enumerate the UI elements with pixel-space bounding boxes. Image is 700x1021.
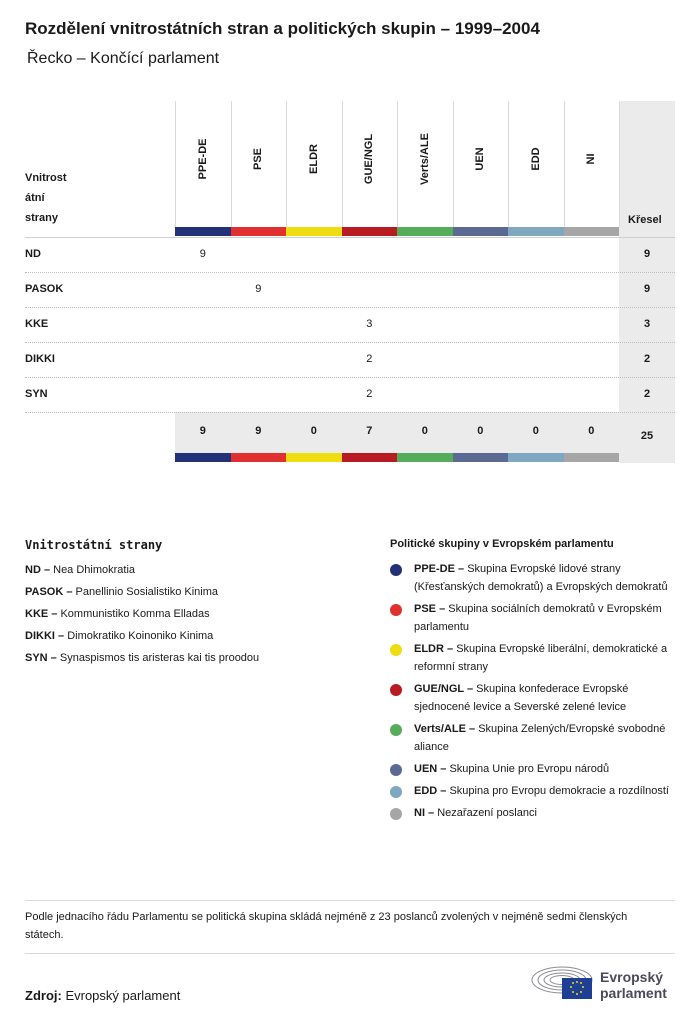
parties-legend xyxy=(25,562,355,672)
group-color-bar xyxy=(286,227,342,236)
parties-legend-title: Vnitrostátní strany xyxy=(25,538,163,552)
group-abbr: GUE/NGL – xyxy=(414,683,477,695)
groups-legend-title: Politické skupiny v Evropském parlamentu xyxy=(390,538,614,550)
groups-legend xyxy=(390,560,670,826)
group-abbr: Verts/ALE xyxy=(418,133,431,185)
group-color-dot-icon xyxy=(390,564,402,576)
row-header-line: átní xyxy=(25,192,45,204)
group-legend-item xyxy=(390,760,670,778)
party-label: DIKKI xyxy=(25,353,55,365)
party-abbr: KKE – xyxy=(25,608,61,620)
row-divider xyxy=(25,377,675,378)
group-color-dot-icon xyxy=(390,786,402,798)
group-abbr: PPE-DE xyxy=(196,138,209,180)
party-name: Nea Dhimokratia xyxy=(53,564,136,576)
party-legend-item xyxy=(25,650,355,672)
party-legend-item xyxy=(25,606,355,628)
group-total: 7 xyxy=(366,425,373,437)
group-legend-item xyxy=(390,640,670,676)
party-legend-item xyxy=(25,562,355,584)
group-name: Skupina Unie pro Evropu národů xyxy=(449,763,610,775)
party-abbr: DIKKI – xyxy=(25,630,68,642)
row-header-line: strany xyxy=(25,212,59,224)
group-abbr: EDD – xyxy=(414,785,450,797)
seat-value: 9 xyxy=(199,248,206,260)
group-total: 0 xyxy=(588,425,595,437)
row-header xyxy=(25,168,67,228)
group-legend-item xyxy=(390,804,670,822)
group-abbr: EDD xyxy=(529,147,542,171)
group-color-dot-icon xyxy=(390,604,402,616)
seat-value: 9 xyxy=(255,283,262,295)
row-divider xyxy=(25,272,675,273)
row-divider xyxy=(25,342,675,343)
party-abbr: SYN – xyxy=(25,652,60,664)
group-name: Nezařazení poslanci xyxy=(437,807,537,819)
group-total: 9 xyxy=(255,425,262,437)
seat-value: 2 xyxy=(366,353,373,365)
group-abbr: PSE xyxy=(252,147,265,171)
group-column-header xyxy=(508,101,564,227)
group-color-bar xyxy=(508,453,564,462)
grand-total: 25 xyxy=(640,430,654,442)
group-color-bar xyxy=(453,453,509,462)
row-header-line: Vnitrost xyxy=(25,172,67,184)
group-total: 0 xyxy=(310,425,317,437)
party-name: Kommunistiko Komma Elladas xyxy=(60,608,210,620)
group-column-header xyxy=(231,101,287,227)
seats-header: Křesel xyxy=(628,214,662,226)
group-color-bar xyxy=(175,227,231,236)
group-color-bar xyxy=(564,453,620,462)
divider xyxy=(25,953,675,954)
source-label: Zdroj: xyxy=(25,988,62,1003)
row-divider xyxy=(25,307,675,308)
party-legend-item xyxy=(25,584,355,606)
seat-total: 3 xyxy=(643,318,651,330)
group-abbr: NI xyxy=(585,153,598,165)
party-name: Panellinio Sosialistiko Kinima xyxy=(75,586,218,598)
parliament-logo-text xyxy=(600,969,667,1001)
group-legend-item xyxy=(390,720,670,756)
group-name: Skupina sociálních demokratů v Evropském parlamentu xyxy=(414,603,662,633)
source xyxy=(25,988,180,1003)
group-column-header xyxy=(175,101,231,227)
group-abbr: GUE/NGL xyxy=(363,133,376,185)
seats-column-background xyxy=(619,101,675,463)
logo-line: parlament xyxy=(600,985,667,1001)
party-abbr: PASOK – xyxy=(25,586,76,598)
group-color-dot-icon xyxy=(390,724,402,736)
header-divider xyxy=(25,237,675,238)
party-name: Dimokratiko Koinoniko Kinima xyxy=(67,630,214,642)
seat-total: 9 xyxy=(643,283,651,295)
seat-total: 2 xyxy=(643,388,651,400)
row-divider xyxy=(25,412,675,413)
party-label: KKE xyxy=(25,318,49,330)
group-column-header xyxy=(564,101,620,227)
party-label: ND xyxy=(25,248,41,260)
group-color-bar xyxy=(231,227,287,236)
group-color-bar xyxy=(175,453,231,462)
group-column-header xyxy=(342,101,398,227)
group-name: Skupina Evropské lidové strany (Křesťanských demokratů) a Evropských demokratů xyxy=(414,563,668,593)
party-name: Synaspismos tis aristeras kai tis proodou xyxy=(59,652,260,664)
group-abbr: ELDR – xyxy=(414,643,457,655)
group-legend-item xyxy=(390,560,670,596)
group-color-dot-icon xyxy=(390,808,402,820)
group-color-bar xyxy=(286,453,342,462)
divider xyxy=(25,900,675,901)
group-legend-item xyxy=(390,600,670,636)
group-legend-item xyxy=(390,782,670,800)
group-name: Skupina konfederace Evropské sjednocené levice a Severské zelené levice xyxy=(414,683,629,713)
group-abbr: PPE-DE – xyxy=(414,563,468,575)
group-color-bar xyxy=(397,227,453,236)
group-name: Skupina Evropské liberální, demokratické a reformní strany xyxy=(414,643,668,673)
group-color-bar xyxy=(397,453,453,462)
distribution-table xyxy=(25,101,675,463)
group-total: 0 xyxy=(421,425,428,437)
group-color-dot-icon xyxy=(390,764,402,776)
seat-total: 9 xyxy=(643,248,651,260)
column-divider xyxy=(619,101,620,227)
party-legend-item xyxy=(25,628,355,650)
party-abbr: ND – xyxy=(25,564,54,576)
group-color-bar xyxy=(453,227,509,236)
chart-title: Rozdělení vnitrostátních stran a politických skupin – 1999–2004 xyxy=(25,19,540,38)
logo-line: Evropský xyxy=(600,969,664,985)
footnote: Podle jednacího řádu Parlamentu se politická skupina skládá nejméně z 23 poslanců zvolených v nejméně sedmi členských státech. xyxy=(25,911,628,941)
group-color-bar xyxy=(564,227,620,236)
group-column-header xyxy=(286,101,342,227)
seat-value: 3 xyxy=(366,318,373,330)
group-legend-item xyxy=(390,680,670,716)
group-abbr: UEN xyxy=(474,147,487,171)
group-color-dot-icon xyxy=(390,644,402,656)
group-name: Skupina pro Evropu demokracie a rozdílností xyxy=(449,785,669,797)
chart-subtitle: Řecko – Končící parlament xyxy=(27,50,220,67)
group-total: 0 xyxy=(532,425,539,437)
seat-total: 2 xyxy=(643,353,651,365)
group-color-bar xyxy=(342,227,398,236)
group-total: 9 xyxy=(199,425,206,437)
group-abbr: PSE – xyxy=(414,603,449,615)
group-column-header xyxy=(453,101,509,227)
group-color-bar xyxy=(231,453,287,462)
group-abbr: Verts/ALE – xyxy=(414,723,479,735)
party-label: PASOK xyxy=(25,283,64,295)
group-column-header xyxy=(397,101,453,227)
party-label: SYN xyxy=(25,388,48,400)
group-abbr: UEN – xyxy=(414,763,450,775)
group-color-dot-icon xyxy=(390,684,402,696)
group-abbr: NI – xyxy=(414,807,438,819)
group-abbr: ELDR xyxy=(307,144,320,174)
group-name: Skupina Zelených/Evropské svobodné aliance xyxy=(414,723,666,753)
group-color-bar xyxy=(508,227,564,236)
group-total: 0 xyxy=(477,425,484,437)
source-value: Evropský parlament xyxy=(61,988,181,1003)
group-color-bar xyxy=(342,453,398,462)
seat-value: 2 xyxy=(366,388,373,400)
